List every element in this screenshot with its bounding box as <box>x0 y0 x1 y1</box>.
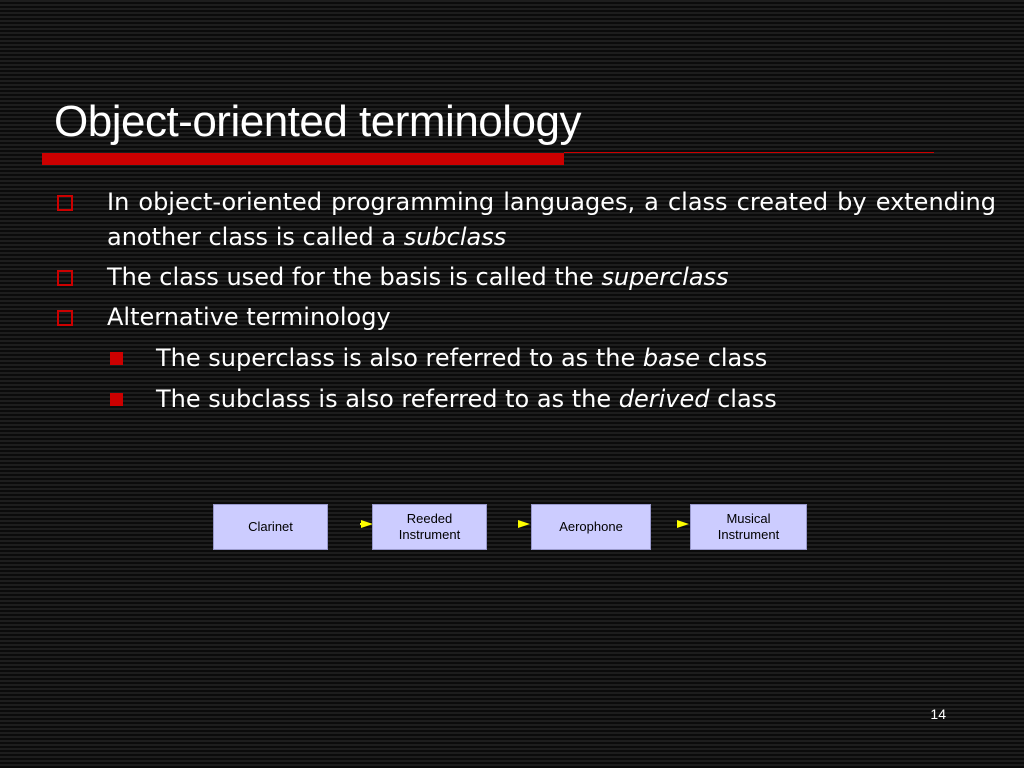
sub-bullet-item <box>0 382 1024 417</box>
filled-square-icon <box>110 352 123 365</box>
bullet-text: The class used for the basis is called the superclass <box>107 263 729 291</box>
term-derived: derived <box>618 385 710 413</box>
filled-square-icon <box>110 393 123 406</box>
bullet-text: In object-oriented programming languages, a class created by extending another class is called a subclass <box>107 188 996 251</box>
hollow-square-icon <box>57 270 73 286</box>
sub-bullet-text: The superclass is also referred to as the base class <box>156 344 768 372</box>
term-base: base <box>642 344 701 372</box>
diagram-box-musical-instrument: Musical Instrument <box>690 504 807 550</box>
arrow-right-icon <box>518 520 530 528</box>
hollow-square-icon <box>57 310 73 326</box>
sub-bullet-text: The subclass is also referred to as the derived class <box>156 385 777 413</box>
bullet-text: Alternative terminology <box>107 303 391 331</box>
arrow-shaft <box>360 523 364 525</box>
bullet-item <box>0 300 996 335</box>
page-number: 14 <box>930 706 946 722</box>
term-superclass: superclass <box>601 263 729 291</box>
diagram-box-clarinet: Clarinet <box>213 504 328 550</box>
sub-bullet-item <box>0 341 1024 376</box>
bullet-item <box>0 260 996 295</box>
title-underline-thin <box>564 152 934 153</box>
bullet-item <box>0 185 996 255</box>
term-subclass: subclass <box>403 223 507 251</box>
slide-title: Object-oriented terminology <box>54 97 581 146</box>
diagram-box-aerophone: Aerophone <box>531 504 651 550</box>
hollow-square-icon <box>57 195 73 211</box>
diagram-box-reeded-instrument: Reeded Instrument <box>372 504 487 550</box>
bullet-list <box>0 185 1024 423</box>
arrow-right-icon <box>677 520 689 528</box>
title-underline-thick <box>42 153 564 165</box>
